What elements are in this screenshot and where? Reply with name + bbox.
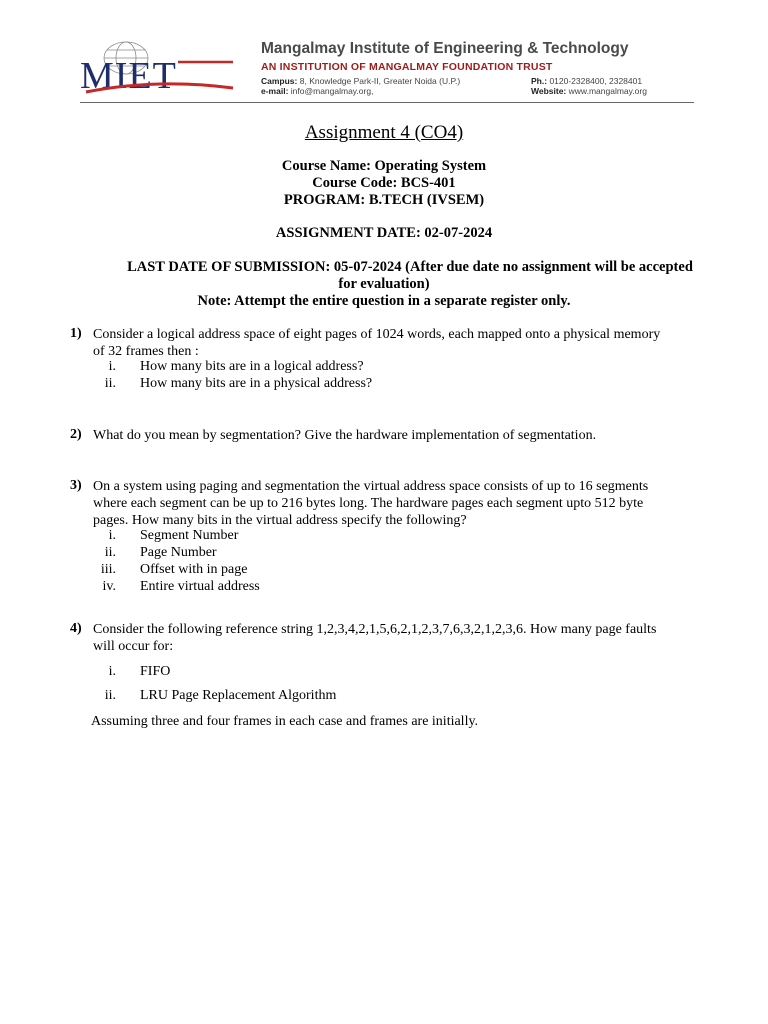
phone-value: 0120-2328400, 2328401	[549, 76, 643, 86]
campus-address	[261, 76, 460, 86]
question-1-sub-1: How many bits are in a logical address?	[140, 359, 364, 374]
question-4-sub-2: LRU Page Replacement Algorithm	[140, 688, 337, 703]
campus-label: Campus:	[261, 76, 298, 86]
website-value: www.mangalmay.org	[568, 86, 647, 96]
question-4-sub-1: FIFO	[140, 664, 171, 679]
institute-name: Mangalmay Institute of Engineering & Technology	[261, 40, 629, 57]
email-label: e-mail:	[261, 86, 289, 96]
question-4-sub-2-numeral: ii.	[104, 688, 116, 703]
question-4-sub-1-numeral: i.	[108, 664, 116, 679]
question-3-sub-4-numeral: iv.	[102, 579, 116, 594]
assignment-title: Assignment 4 (CO4)	[304, 122, 464, 143]
question-3-line-3: pages. How many bits in the virtual address specify the following?	[93, 513, 467, 528]
note: Note: Attempt the entire question in a separate register only.	[197, 293, 571, 309]
question-1-sub-2-numeral: ii.	[104, 376, 116, 391]
question-3-sub-3: Offset with in page	[140, 562, 248, 577]
question-2-number: 2)	[70, 427, 82, 442]
question-1-sub-1-numeral: i.	[108, 359, 116, 374]
question-3-sub-1: Segment Number	[140, 528, 239, 543]
question-3-sub-3-numeral: iii.	[100, 562, 116, 577]
email-value: info@mangalmay.org,	[290, 86, 374, 96]
question-3-line-1: On a system using paging and segmentation the virtual address space consists of up to 16 segments	[93, 479, 649, 494]
course-name: Course Name: Operating System	[281, 158, 487, 174]
course-code: Course Code: BCS-401	[312, 175, 456, 191]
question-4-line-2: will occur for:	[93, 639, 174, 654]
institute-subtitle: AN INSTITUTION OF MANGALMAY FOUNDATION TRUST	[261, 61, 553, 73]
last-date: LAST DATE OF SUBMISSION: 05-07-2024 (After due date no assignment will be accepted	[127, 259, 693, 275]
question-4-number: 4)	[70, 621, 82, 636]
last-date-continued: for evaluation)	[338, 276, 430, 292]
website-line	[531, 86, 647, 96]
campus-value: 8, Knowledge Park-II, Greater Noida (U.P.)	[299, 76, 461, 86]
question-4-line-1: Consider the following reference string 1,2,3,4,2,1,5,6,2,1,2,3,7,6,3,2,1,2,3,6. How many page faults	[93, 622, 657, 637]
question-3-sub-4: Entire virtual address	[140, 579, 260, 594]
question-2-line-1: What do you mean by segmentation? Give the hardware implementation of segmentation.	[93, 428, 597, 443]
question-1-number: 1)	[70, 326, 82, 341]
assignment-date: ASSIGNMENT DATE: 02-07-2024	[275, 225, 493, 241]
institute-logo	[78, 38, 238, 96]
question-1-line-1: Consider a logical address space of eight pages of 1024 words, each mapped onto a physical memory	[93, 327, 661, 342]
question-1-sub-2: How many bits are in a physical address?	[140, 376, 373, 391]
question-3-number: 3)	[70, 478, 82, 493]
header-divider	[80, 102, 694, 103]
question-3-sub-2-numeral: ii.	[104, 545, 116, 560]
phone-line	[531, 76, 642, 86]
website-label: Website:	[531, 86, 567, 96]
email-line	[261, 86, 373, 96]
phone-label: Ph.:	[531, 76, 548, 86]
program: PROGRAM: B.TECH (IVSEM)	[283, 192, 485, 208]
logo-text: MIET	[80, 55, 177, 96]
question-1-line-2: of 32 frames then :	[93, 344, 199, 359]
question-3-sub-1-numeral: i.	[108, 528, 116, 543]
question-3-line-2: where each segment can be up to 216 bytes long. The hardware pages each segment upto 512 byte	[93, 496, 644, 511]
question-4-footer: Assuming three and four frames in each case and frames are initially.	[91, 714, 479, 729]
question-3-sub-2: Page Number	[140, 545, 217, 560]
